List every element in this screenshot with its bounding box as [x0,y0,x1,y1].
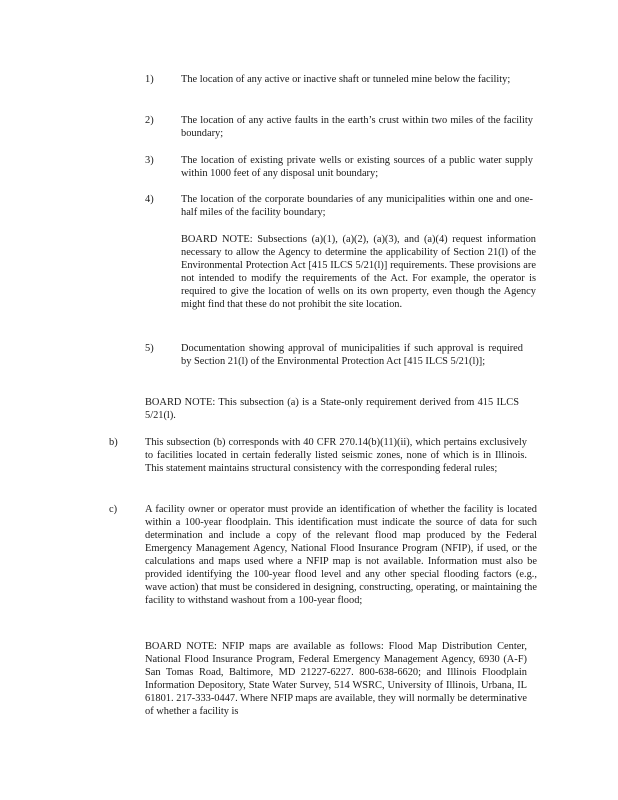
item-text: A facility owner or operator must provide an identification of whether the facility is located within a 100-year floodplain. This identification must indicate the source of data for such determination and include a copy of the relevant flood map produced by the Federal Emergency Management Agency, National Flood Insurance Program (NFIP), if used, or the calculations and maps used where a NFIP map is not available. Information must also be provided identifying the 100-year flood level and any other special flooding factors (e.g., wave action) that must be considered in designing, constructing, operating, or maintaining the facility to withstand washout from a 100-year flood; [145,504,537,606]
item-text: This subsection (b) corresponds with 40 CFR 270.14(b)(11)(ii), which pertains exclusively to facilities located in certain federally listed seismic zones, none of which is in Illinois. This statement maintains structural consistency with the corresponding federal rules; [145,437,527,474]
item-number: 2) [145,115,154,126]
item-number: 3) [145,155,154,166]
item-text: The location of existing private wells or existing sources of a public water supply within 1000 feet of any disposal unit boundary; [181,155,533,179]
item-text: The location of any active faults in the earth’s crust within two miles of the facility boundary; [181,115,533,139]
item-number: 1) [145,74,154,85]
item-number: 5) [145,343,154,354]
board-note-text: BOARD NOTE: NFIP maps are available as follows: Flood Map Distribution Center, National Flood Insurance Program, Federal Emergency Management Agency, 6930 (A-F) San Tomas Road, Baltimore, MD 21227-6227. 800-638-6620; and Illinois Floodplain Information Depository, State Water Survey, 514 WSRC, University of Illinois, Urbana, IL 61801. 217-333-0447. Where NFIP maps are available, they will normally be determinative of whether a facility is [145,641,527,717]
item-number: c) [109,504,118,515]
item-text: The location of the corporate boundaries of any municipalities within one and one-half miles of the facility boundary; [181,194,533,218]
item-text: Documentation showing approval of municipalities if such approval is required by Section 21(l) of the Environmental Protection Act [415 ILCS 5/21(l)]; [181,343,523,367]
item-text: The location of any active or inactive shaft or tunneled mine below the facility; [181,74,511,85]
board-note-text: BOARD NOTE: This subsection (a) is a State-only requirement derived from 415 ILCS 5/21(l). [145,397,519,421]
item-number: 4) [145,194,154,205]
board-note-text: BOARD NOTE: Subsections (a)(1), (a)(2), (a)(3), and (a)(4) request information necessary to allow the Agency to determine the applicability of Section 21(l) of the Environmental Protection Act [415 ILCS 5/21(l)] requirements. These provisions are not intended to modify the requirements of the Act. For example, the operator is required to give the location of wells on its own property, even though the Agency might find that these do not prohibit the site location. [181,234,536,310]
item-number: b) [109,437,118,448]
